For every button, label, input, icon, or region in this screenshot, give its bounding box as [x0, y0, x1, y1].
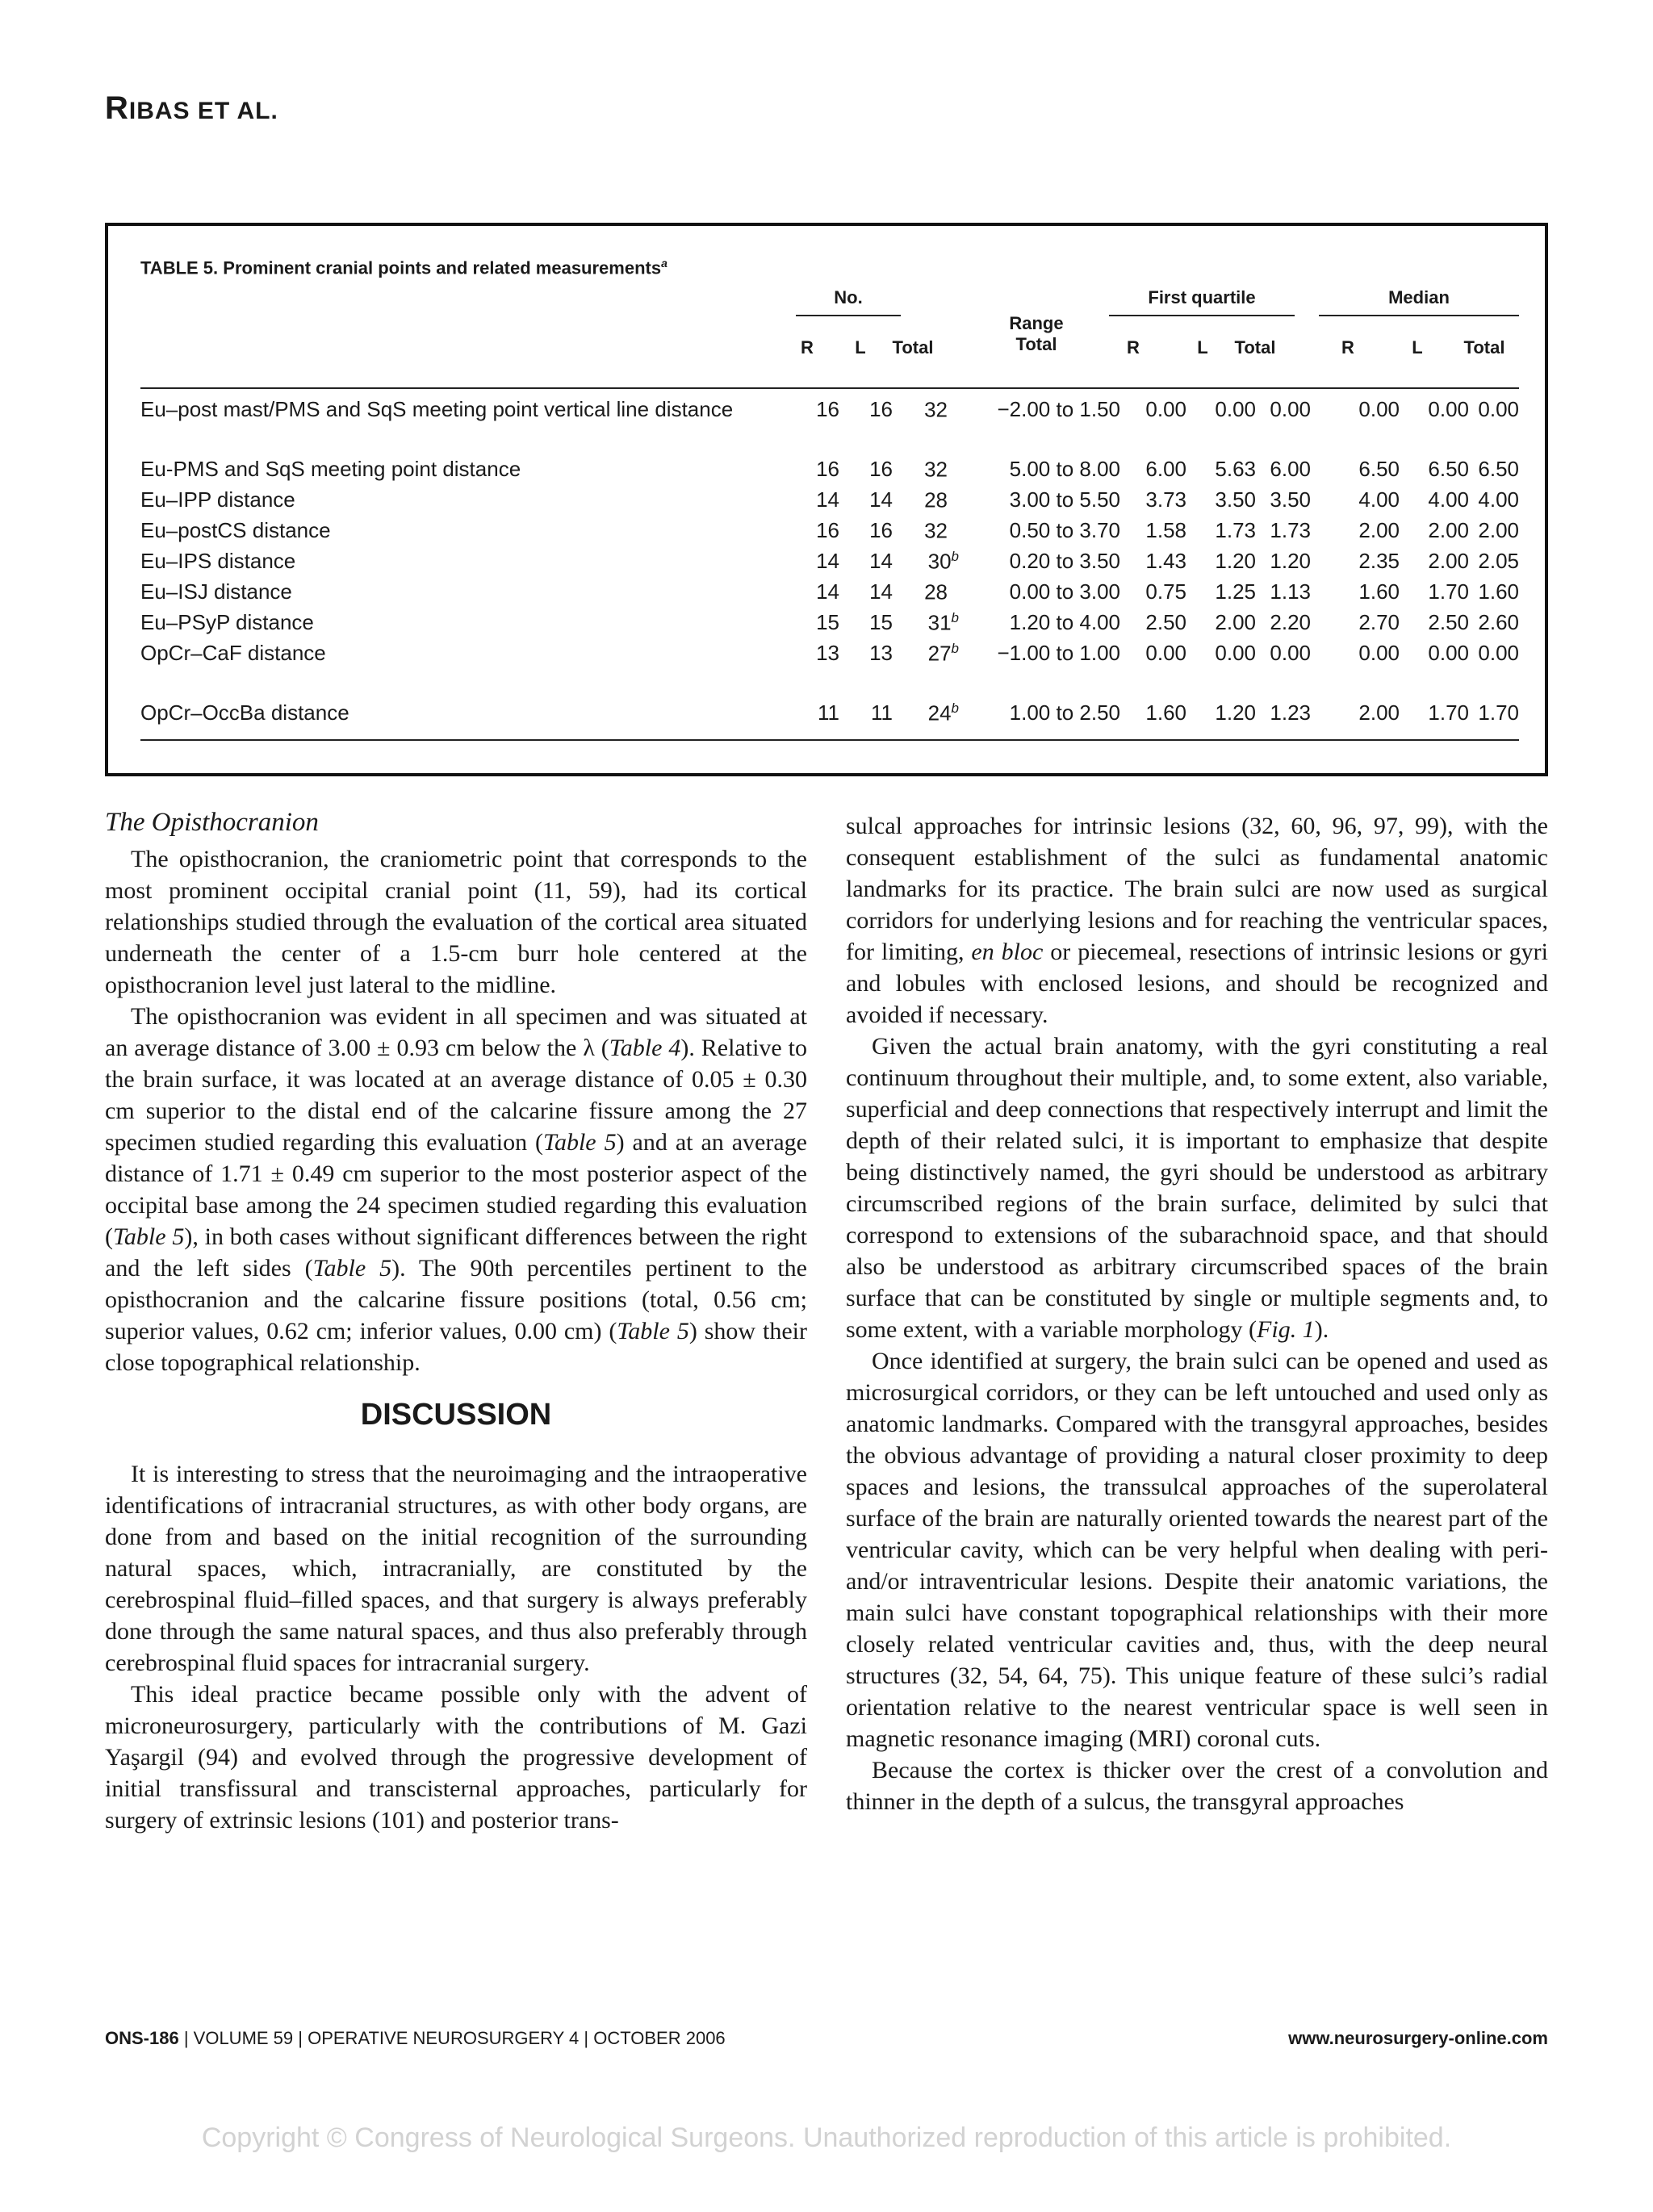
cell-footnote: b [951, 700, 959, 716]
cell-r: 14 [816, 487, 839, 512]
cell-total [924, 457, 948, 483]
text: Given the actual brain anatomy, with the gyri constituting a real continuum throughout their multiple, and, to some extent, also variable, superficial and deep connections that respectively interrupt and limit the depth of their related sulci, it is important to emphasize that despite being distinctively named, the gyri should be understood as arbitrary circumscribed regions of the brain surface, delimited by sulci that correspond to extensions of the subarachnoid space, and that should also be understood as arbitrary circumscribed spaces of the brain surface that can be constituted by single or multiple segments and, to some extent, with a variable morphology ( [846, 1033, 1548, 1343]
table-ref: Table 5 [617, 1318, 689, 1344]
cell-footnote: b [951, 641, 959, 656]
header-fq-total: Total [1234, 337, 1276, 358]
right-column [846, 810, 1548, 1817]
cell-value: 28 [924, 579, 948, 604]
cell-r: 14 [816, 549, 839, 573]
cell-q-t: 0.00 [1270, 641, 1311, 665]
header-etal: ET AL. [190, 98, 278, 124]
table-header-rule [140, 387, 1519, 389]
header-m-total: Total [1463, 337, 1505, 358]
rule-group-no [796, 315, 901, 316]
header-m-r: R [1341, 337, 1354, 358]
cell-q-l: 1.20 [1215, 700, 1256, 725]
copyright-notice: Copyright © Congress of Neurological Surgeons. Unauthorized reproduction of this article is prohibited. [201, 2122, 1452, 2153]
header-no-l: L [855, 337, 866, 358]
cell-q-l: 1.20 [1215, 549, 1256, 573]
table-row [140, 579, 1519, 610]
cell-l: 16 [869, 518, 893, 542]
footer-volume: | VOLUME 59 | OPERATIVE NEUROSURGERY 4 | OCTOBER 2006 [178, 2028, 726, 2048]
header-range-line2: Total [1015, 334, 1057, 354]
cell-m-r: 2.70 [1358, 610, 1400, 634]
header-range [988, 313, 1085, 355]
page-number: ONS-186 [105, 2028, 179, 2048]
cell-range: −2.00 to 1.50 [997, 397, 1120, 421]
cell-q-r: 1.43 [1145, 549, 1186, 573]
text: sulcal approaches for intrinsic lesions (32, 60, 96, 97, 99), with the consequent establishment of the sulci as fundamental anatomic landmarks for its practice. The brain sulci are now used as surgical corridors for underlying lesions and for reaching the ventricular spaces, for limiting, [846, 813, 1548, 965]
row-label: Eu–postCS distance [140, 518, 331, 542]
cell-q-r: 1.60 [1145, 700, 1186, 725]
cell-r: 11 [818, 700, 839, 725]
cell-q-l: 0.00 [1215, 641, 1256, 665]
cell-total [928, 610, 959, 636]
cell-m-t: 0.00 [1478, 397, 1519, 421]
header-no-r: R [801, 337, 814, 358]
table-row [140, 487, 1519, 518]
cell-m-l: 4.00 [1428, 487, 1469, 512]
cell-m-l: 1.70 [1428, 579, 1469, 604]
row-label: Eu–IPS distance [140, 549, 296, 573]
table-ref: Table 4 [609, 1035, 681, 1061]
cell-q-l: 2.00 [1215, 610, 1256, 634]
cell-range: 1.20 to 4.00 [1009, 610, 1120, 634]
cell-q-r: 0.00 [1145, 641, 1186, 665]
footer-url[interactable]: www.neurosurgery-online.com [1288, 2028, 1548, 2048]
cell-value: 28 [924, 487, 948, 512]
cell-q-r: 1.58 [1145, 518, 1186, 542]
cell-m-t: 4.00 [1478, 487, 1519, 512]
text: ). [1314, 1316, 1329, 1343]
text: ) and at an average distance of 1.71 ± 0.49 cm superior to the most posterior aspect of the occipital base among the 24 specimen studied regarding this evaluation ( [105, 1129, 807, 1250]
paragraph: The opisthocranion, the craniometric point that corresponds to the most prominent occipital cranial point (11, 59), had its cortical relationships studied through the evaluation of the cortical area situated underneath the center of a 1.5-cm burr hole centered at the opisthocranion level just lateral to the midline. [105, 846, 807, 998]
table-bottom-rule [140, 739, 1519, 741]
cell-l: 15 [869, 610, 893, 634]
header-author: IBAS [128, 98, 190, 124]
cell-m-r: 0.00 [1358, 397, 1400, 421]
row-label: OpCr–OccBa distance [140, 700, 349, 725]
table-ref: Table 5 [312, 1255, 392, 1282]
figure-ref: Fig. 1 [1257, 1316, 1315, 1343]
cell-m-t: 2.60 [1478, 610, 1519, 634]
row-label: Eu–post mast/PMS and SqS meeting point vertical line distance [140, 397, 734, 421]
table-title [140, 257, 667, 278]
cell-q-t: 1.20 [1270, 549, 1311, 573]
cell-r: 16 [816, 457, 839, 481]
table-row [140, 641, 1519, 671]
row-label: Eu–IPP distance [140, 487, 295, 512]
cell-m-r: 2.35 [1358, 549, 1400, 573]
cell-range: 0.50 to 3.70 [1009, 518, 1120, 542]
cell-l: 16 [869, 457, 893, 481]
cell-q-l: 1.25 [1215, 579, 1256, 604]
cell-m-l: 2.50 [1428, 610, 1469, 634]
cell-m-t: 6.50 [1478, 457, 1519, 481]
cell-q-t: 6.00 [1270, 457, 1311, 481]
cell-m-t: 2.05 [1478, 549, 1519, 573]
text: ). Relative to the brain surface, it was located at an average distance of 0.05 ± 0.30 cm superior to the distal end of the calcarine fissure among the 27 specimen studied regarding this evaluation ( [105, 1035, 807, 1156]
text: ). The 90th percentiles pertinent to the opisthocranion and the calcarine fissure positions (total, 0.56 cm; superior values, 0.62 cm; inferior values, 0.00 cm) ( [105, 1255, 807, 1344]
cell-q-l: 1.73 [1215, 518, 1256, 542]
cell-footnote: b [951, 549, 959, 564]
cell-q-r: 0.00 [1145, 397, 1186, 421]
paragraph: It is interesting to stress that the neuroimaging and the intraoperative identifications of intracranial structures, as with other body organs, are done from and based on the initial recognition of the surrounding natural spaces, which, intracranially, are constituted by the cerebrospinal fluid–filled spaces, and that surgery is always preferably done through the same natural spaces, and thus also preferably through cerebrospinal fluid spaces for intracranial surgery. [105, 1461, 807, 1676]
header-initial: R [105, 90, 129, 126]
cell-q-l: 0.00 [1215, 397, 1256, 421]
cell-m-r: 0.00 [1358, 641, 1400, 665]
cell-m-l: 1.70 [1428, 700, 1469, 725]
paragraph [846, 810, 1548, 1031]
cell-r: 16 [816, 518, 839, 542]
left-column [105, 807, 807, 1836]
cell-q-r: 0.75 [1145, 579, 1186, 604]
cell-q-t: 1.13 [1270, 579, 1311, 604]
cell-total [924, 487, 948, 513]
header-group-no: No. [834, 287, 863, 307]
cell-m-t: 1.70 [1478, 700, 1519, 725]
table-5 [105, 223, 1548, 776]
cell-m-r: 2.00 [1358, 518, 1400, 542]
section-heading-discussion: DISCUSSION [360, 1398, 552, 1432]
cell-q-l: 5.63 [1215, 457, 1256, 481]
table-row [140, 549, 1519, 579]
row-label: Eu-PMS and SqS meeting point distance [140, 457, 521, 481]
cell-m-l: 0.00 [1428, 397, 1469, 421]
cell-m-l: 0.00 [1428, 641, 1469, 665]
cell-m-r: 1.60 [1358, 579, 1400, 604]
cell-l: 14 [869, 549, 893, 573]
cell-l: 11 [871, 700, 893, 725]
cell-r: 15 [816, 610, 839, 634]
paragraph [846, 1031, 1548, 1345]
cell-q-t: 3.50 [1270, 487, 1311, 512]
cell-q-l: 3.50 [1215, 487, 1256, 512]
header-group-first-quartile: First quartile [1148, 287, 1256, 307]
rule-group-first-quartile [1109, 315, 1295, 316]
cell-total [924, 579, 948, 605]
paragraph [105, 1001, 807, 1378]
cell-m-r: 2.00 [1358, 700, 1400, 725]
cell-r: 14 [816, 579, 839, 604]
footer-citation [105, 2028, 726, 2049]
table-row [140, 700, 1519, 731]
cell-l: 14 [869, 487, 893, 512]
cell-range: 5.00 to 8.00 [1009, 457, 1120, 481]
cell-q-t: 1.23 [1270, 700, 1311, 725]
cell-total [924, 518, 948, 544]
table-row [140, 518, 1519, 549]
cell-range: −1.00 to 1.00 [997, 641, 1120, 665]
table-title-footnote: a [661, 257, 667, 270]
cell-m-r: 4.00 [1358, 487, 1400, 512]
table-ref: Table 5 [543, 1129, 617, 1156]
cell-q-t: 1.73 [1270, 518, 1311, 542]
header-fq-l: L [1197, 337, 1208, 358]
cell-value: 32 [924, 457, 948, 482]
cell-m-l: 2.00 [1428, 549, 1469, 573]
italic-text: en bloc [971, 939, 1044, 965]
text: The opisthocranion was evident in all specimen and was situated at an average distance of 3.00 ± 0.93 cm below the λ ( [105, 1003, 807, 1061]
row-label: Eu–ISJ distance [140, 579, 292, 604]
cell-m-t: 2.00 [1478, 518, 1519, 542]
paragraph: This ideal practice became possible only with the advent of microneurosurgery, particularly with the contributions of M. Gazi Yaşargil (94) and evolved through the progressive development of initial transfissural and transcisternal approaches, particularly for surgery of extrinsic lesions (101) and posterior trans- [105, 1681, 807, 1834]
cell-total [928, 641, 959, 667]
cell-value: 32 [924, 397, 948, 422]
cell-l: 13 [869, 641, 893, 665]
cell-r: 16 [816, 397, 839, 421]
cell-total [928, 700, 959, 726]
cell-range: 0.20 to 3.50 [1009, 549, 1120, 573]
cell-q-r: 6.00 [1145, 457, 1186, 481]
cell-l: 16 [869, 397, 893, 421]
cell-m-r: 6.50 [1358, 457, 1400, 481]
text: ), in both cases without significant differences between the right and the left sides ( [105, 1223, 807, 1282]
paragraph: Because the cortex is thicker over the crest of a convolution and thinner in the depth of a sulcus, the transgyral approaches [846, 1757, 1548, 1815]
header-group-median: Median [1388, 287, 1450, 307]
header-range-line1: Range [1009, 313, 1064, 333]
cell-range: 1.00 to 2.50 [1009, 700, 1120, 725]
header-m-l: L [1412, 337, 1423, 358]
cell-range: 3.00 to 5.50 [1009, 487, 1120, 512]
table-title-text: TABLE 5. Prominent cranial points and related measurements [140, 257, 662, 278]
cell-m-l: 2.00 [1428, 518, 1469, 542]
cell-l: 14 [869, 579, 893, 604]
cell-footnote: b [951, 610, 959, 625]
cell-q-t: 0.00 [1270, 397, 1311, 421]
subheading-opisthocranion: The Opisthocranion [105, 808, 319, 837]
cell-value: 31 [927, 610, 952, 635]
cell-range: 0.00 to 3.00 [1009, 579, 1120, 604]
text: ) show their close topographical relationship. [105, 1318, 807, 1376]
cell-m-l: 6.50 [1428, 457, 1469, 481]
table-row [140, 397, 1519, 428]
row-label: Eu–PSyP distance [140, 610, 314, 634]
table-row [140, 610, 1519, 641]
cell-q-t: 2.20 [1270, 610, 1311, 634]
cell-q-r: 3.73 [1145, 487, 1186, 512]
cell-value: 27 [927, 641, 952, 666]
table-row [140, 457, 1519, 487]
table-ref: Table 5 [113, 1223, 185, 1250]
rule-group-median [1319, 315, 1519, 316]
running-header [105, 90, 278, 127]
cell-m-t: 0.00 [1478, 641, 1519, 665]
cell-q-r: 2.50 [1145, 610, 1186, 634]
cell-r: 13 [816, 641, 839, 665]
paragraph: Once identified at surgery, the brain sulci can be opened and used as microsurgical corridors, or they can be left untouched and used only as anatomic landmarks. Compared with the transgyral approaches, besides the obvious advantage of providing a natural closer proximity to deep spaces and lesions, the transsulcal approaches of the superolateral surface of the brain are naturally oriented towards the nearest part of the ventricular cavity, which can be very helpful when dealing with peri- and/or intraventricular lesions. Despite their anatomic variations, the main sulci have constant topographical relationships with their more closely related ventricular cavities and, thus, with the deep neural structures (32, 54, 64, 75). This unique feature of these sulci’s radial orientation relative to the nearest ventricular space is well seen in magnetic resonance imaging (MRI) coronal cuts. [846, 1348, 1548, 1752]
row-label: OpCr–CaF distance [140, 641, 326, 665]
cell-value: 30 [927, 549, 952, 574]
cell-value: 24 [927, 700, 952, 725]
header-fq-r: R [1127, 337, 1140, 358]
cell-total [928, 549, 959, 575]
cell-m-t: 1.60 [1478, 579, 1519, 604]
cell-value: 32 [924, 518, 948, 543]
header-no-total: Total [892, 337, 934, 358]
text: or piecemeal, resections of intrinsic lesions or gyri and lobules with enclosed lesions, and should be recognized and avoided if necessary. [846, 939, 1548, 1028]
cell-total [924, 397, 948, 423]
